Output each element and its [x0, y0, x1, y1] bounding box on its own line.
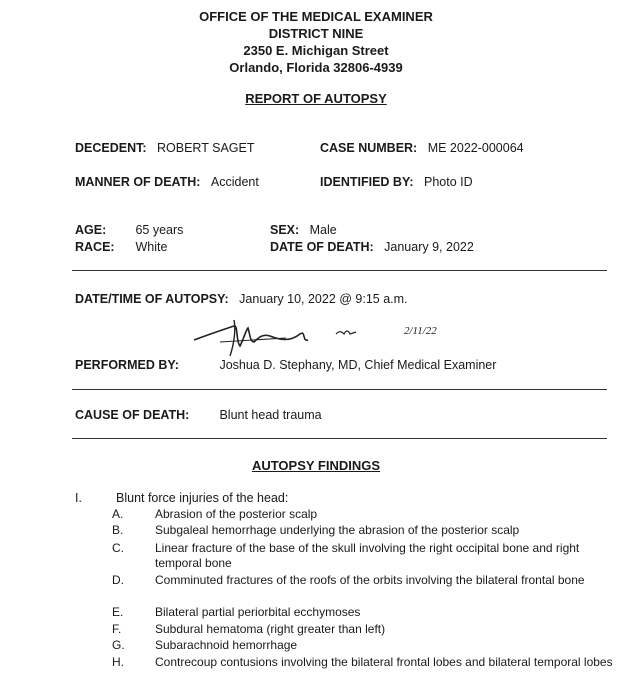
performed-by-row: [75, 356, 496, 374]
office-city: Orlando, Florida 32806-4939: [229, 60, 403, 75]
manner-of-death-label: MANNER OF DEATH:: [75, 175, 201, 189]
divider: [72, 438, 607, 439]
manner-of-death-row: [75, 173, 259, 191]
date-of-death-value: January 9, 2022: [384, 240, 474, 254]
finding-letter: D.: [112, 573, 124, 587]
finding-text: Contrecoup contusions involving the bilateral frontal lobes and bilateral temporal lobes: [155, 655, 613, 669]
finding-letter: E.: [112, 605, 124, 619]
finding-text: Bilateral partial periorbital ecchymoses: [155, 605, 361, 619]
case-number-label: CASE NUMBER:: [320, 141, 418, 155]
decedent-label: DECEDENT:: [75, 141, 147, 155]
finding-letter: H.: [112, 655, 124, 669]
findings-section-number: I.: [75, 491, 82, 505]
cause-of-death-label: CAUSE OF DEATH:: [75, 408, 190, 422]
race-label: RACE:: [75, 240, 115, 254]
finding-letter: G.: [112, 638, 125, 652]
age-label: AGE:: [75, 223, 107, 237]
case-number-value: ME 2022-000064: [427, 141, 524, 155]
report-title: REPORT OF AUTOPSY: [245, 91, 387, 106]
autopsy-datetime-value: January 10, 2022 @ 9:15 a.m.: [239, 292, 408, 306]
finding-letter: C.: [112, 541, 124, 555]
race-row: [75, 238, 167, 256]
cause-of-death-row: [75, 406, 322, 424]
date-of-death-row: [270, 238, 474, 256]
autopsy-datetime-row: [75, 290, 408, 308]
signature-date: 2/11/22: [404, 325, 437, 337]
finding-text: Abrasion of the posterior scalp: [155, 507, 318, 521]
performed-by-value: Joshua D. Stephany, MD, Chief Medical Examiner: [219, 358, 497, 372]
cause-of-death-value: Blunt head trauma: [219, 408, 322, 422]
identified-by-row: [320, 173, 473, 191]
case-number-row: [320, 139, 524, 157]
finding-letter: F.: [112, 622, 122, 636]
finding-text: Subgaleal hemorrhage underlying the abrasion of the posterior scalp: [155, 523, 520, 537]
sex-label: SEX:: [270, 223, 300, 237]
divider: [72, 270, 607, 271]
age-row: [75, 221, 183, 239]
age-value: 65 years: [135, 223, 184, 237]
performed-by-label: PERFORMED BY:: [75, 358, 179, 372]
findings-section-title: Blunt force injuries of the head:: [116, 491, 289, 505]
identified-by-label: IDENTIFIED BY:: [320, 175, 414, 189]
date-of-death-label: DATE OF DEATH:: [270, 240, 374, 254]
finding-text: Comminuted fractures of the roofs of the orbits involving the bilateral frontal bone: [155, 573, 585, 587]
sex-row: [270, 221, 337, 239]
manner-of-death-value: Accident: [210, 175, 259, 189]
findings-title: AUTOPSY FINDINGS: [251, 458, 381, 473]
finding-letter: B.: [112, 523, 124, 537]
identified-by-value: Photo ID: [423, 175, 473, 189]
autopsy-datetime-label: DATE/TIME OF AUTOPSY:: [75, 292, 229, 306]
finding-text: Linear fracture of the base of the skull involving the right occipital bone and right temporal bone: [155, 541, 580, 570]
divider: [72, 389, 607, 390]
finding-letter: A.: [112, 507, 124, 521]
decedent-row: [75, 139, 254, 157]
office-street: 2350 E. Michigan Street: [243, 43, 389, 58]
decedent-value: ROBERT SAGET: [157, 141, 255, 155]
district-name: DISTRICT NINE: [268, 26, 364, 41]
sex-value: Male: [309, 223, 337, 237]
office-name: OFFICE OF THE MEDICAL EXAMINER: [199, 9, 433, 24]
finding-text: Subdural hematoma (right greater than left): [155, 622, 386, 636]
race-value: White: [135, 240, 168, 254]
finding-text: Subarachnoid hemorrhage: [155, 638, 298, 652]
